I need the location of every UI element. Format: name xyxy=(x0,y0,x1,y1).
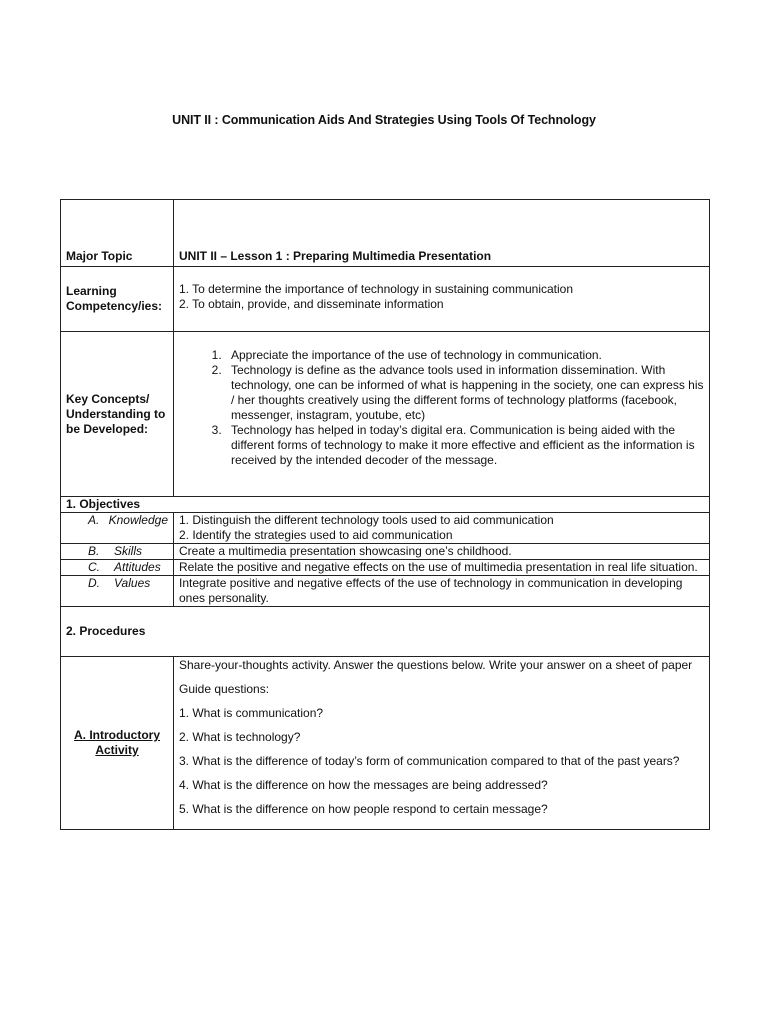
lesson-plan-table xyxy=(60,199,710,830)
objective-skills-row xyxy=(61,544,710,560)
knowledge-item: 1. Distinguish the different technology tools used to aid communication xyxy=(179,513,554,527)
guide-questions-heading: Guide questions: xyxy=(179,682,270,696)
key-concept-item: 3. Technology has helped in today’s digital era. Communication is being aided with the different forms of technology to make it more effective and efficient as the information is received by the intended decoder of the message. xyxy=(225,423,704,468)
guide-question: 3. What is the difference of today’s form of communication compared to that of the past years? xyxy=(179,754,680,768)
objective-values-value: Integrate positive and negative effects of the use of technology in communication in developing ones personality. xyxy=(174,576,710,607)
objective-attitudes-label xyxy=(61,560,174,576)
introductory-activity-row xyxy=(61,657,710,830)
key-concept-item: 2. Technology is define as the advance tools used in information dissemination. With technology, one can be informed of what is happening in the society, one can express his / her thoughts creatively using the different forms of technology platforms (facebook, messenger, instagram, youtube, etc) xyxy=(225,363,704,423)
procedures-heading-row xyxy=(61,607,710,657)
objective-name: Attitudes xyxy=(114,560,161,574)
objective-letter: C. xyxy=(88,560,100,574)
guide-question: 1. What is communication? xyxy=(179,706,324,720)
objective-name: Knowledge xyxy=(108,513,168,527)
guide-question: 2. What is technology? xyxy=(179,730,301,744)
learning-competency-label: Learning Competency/ies: xyxy=(61,267,174,332)
major-topic-label: Major Topic xyxy=(61,200,174,267)
key-concepts-list xyxy=(174,332,710,497)
guide-question: 5. What is the difference on how people respond to certain message? xyxy=(179,802,548,816)
introductory-activity-content xyxy=(174,657,710,830)
learning-competency-list xyxy=(174,267,710,332)
major-topic-value: UNIT II – Lesson 1 : Preparing Multimedia Presentation xyxy=(174,200,710,267)
objective-attitudes-row xyxy=(61,560,710,576)
learning-item: 2. To obtain, provide, and disseminate information xyxy=(179,297,444,311)
objective-attitudes-value: Relate the positive and negative effects on the use of multimedia presentation in real life situation. xyxy=(174,560,710,576)
objective-skills-label xyxy=(61,544,174,560)
key-concept-item: 1. Appreciate the importance of the use of technology in communication. xyxy=(225,348,704,363)
objective-values-label xyxy=(61,576,174,607)
objective-knowledge-value xyxy=(174,513,710,544)
key-concepts-label: Key Concepts/ Understanding to be Developed: xyxy=(61,332,174,497)
objective-values-row xyxy=(61,576,710,607)
objective-knowledge-row xyxy=(61,513,710,544)
introductory-activity-label-cell xyxy=(61,657,174,830)
major-topic-row xyxy=(61,200,710,267)
activity-instruction: Share-your-thoughts activity. Answer the questions below. Write your answer on a sheet of paper xyxy=(179,658,693,672)
objective-knowledge-label xyxy=(61,513,174,544)
document-title: UNIT II : Communication Aids And Strategies Using Tools Of Technology xyxy=(172,113,596,127)
objective-name: Skills xyxy=(114,544,143,558)
objective-letter: B. xyxy=(88,544,100,558)
objectives-heading-row xyxy=(61,497,710,513)
introductory-activity-label: A. Introductory Activity xyxy=(74,728,160,757)
objective-skills-value: Create a multimedia presentation showcasing one’s childhood. xyxy=(174,544,710,560)
procedures-heading: 2. Procedures xyxy=(61,607,710,657)
learning-competency-row xyxy=(61,267,710,332)
guide-question: 4. What is the difference on how the messages are being addressed? xyxy=(179,778,548,792)
knowledge-item: 2. Identify the strategies used to aid communication xyxy=(179,528,453,542)
objective-letter: D. xyxy=(88,576,100,590)
objective-letter: A. xyxy=(88,513,100,527)
objective-name: Values xyxy=(114,576,151,590)
objectives-heading: 1. Objectives xyxy=(61,497,710,513)
learning-item: 1. To determine the importance of technology in sustaining communication xyxy=(179,282,574,296)
key-concepts-row xyxy=(61,332,710,497)
